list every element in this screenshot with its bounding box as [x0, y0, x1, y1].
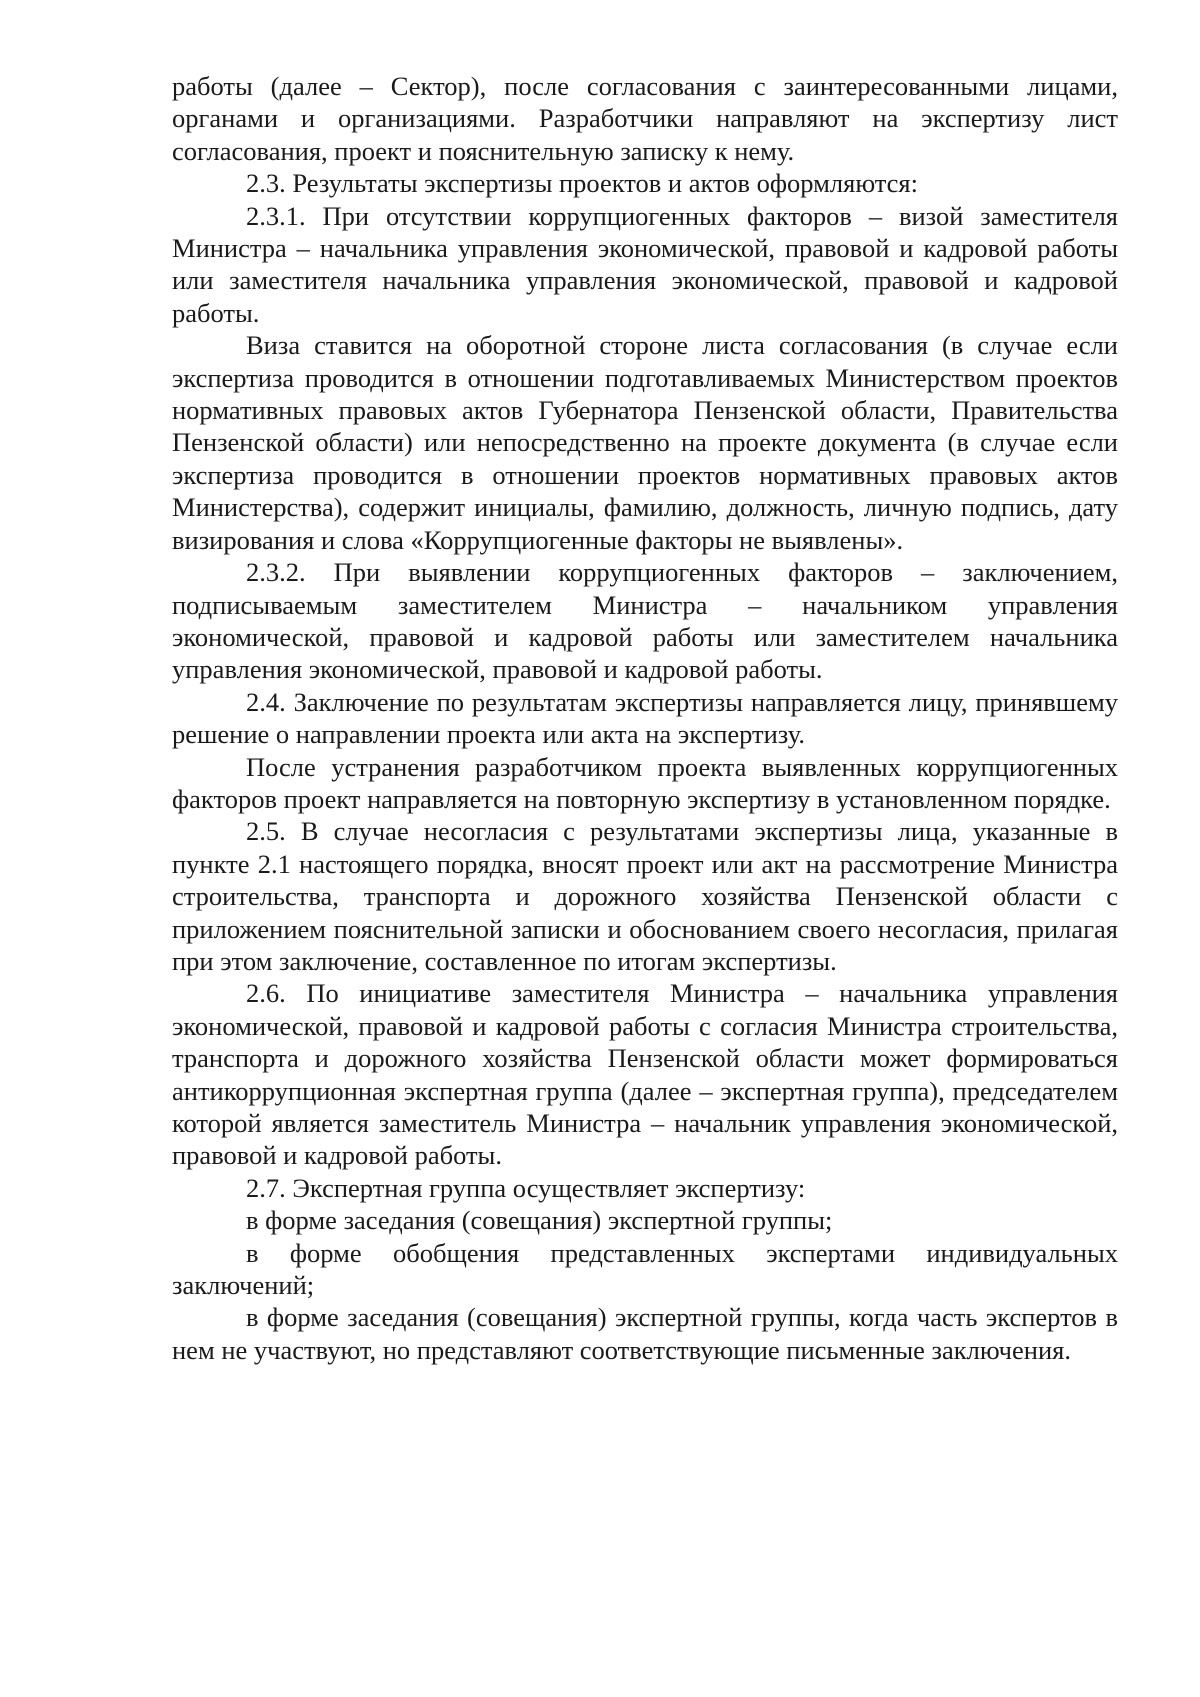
- paragraph-2-7: 2.7. Экспертная группа осуществляет экспертизу:: [246, 1172, 806, 1203]
- paragraph-after-elimination: После устранения разработчиком проекта выявленных коррупциогенных факторов проект направляется на повторную экспертизу в установленном порядке.: [172, 751, 1118, 814]
- paragraph-2-3-2: 2.3.2. При выявлении коррупциогенных факторов – заключением, подписываемым заместителем Министра – начальником управления экономической, правовой и кадровой работы или заместителем начальника управления экономической, правовой и кадровой работы.: [172, 557, 1118, 685]
- list-item-form-summary: в форме обобщения представленных экспертами индивидуальных заключений;: [172, 1237, 1118, 1301]
- list-item-form-meeting: в форме заседания (совещания) экспертной группы;: [246, 1205, 833, 1236]
- paragraph-visa: Виза ставится на оборотной стороне листа согласования (в случае если экспертиза проводится в отношении подготавливаемых Министерством проектов нормативных правовых актов Губернатора Пензенской области, Правительства Пензенской области) или непосредственно на проекте документа (в случае если экспертиза проводится в отношении проектов нормативных правовых актов Министерства), содержит инициалы, фамилию, должность, личную подпись, дату визирования и слова «Коррупциогенные факторы не выявлены».: [172, 330, 1118, 555]
- document-page: [172, 70, 1118, 1366]
- paragraph-2-3: 2.3. Результаты экспертизы проектов и актов оформляются:: [246, 168, 918, 199]
- paragraph-2-4: 2.4. Заключение по результатам экспертизы направляется лицу, принявшему решение о направлении проекта или акта на экспертизу.: [172, 686, 1118, 750]
- paragraph-2-3-1: 2.3.1. При отсутствии коррупциогенных факторов – визой заместителя Министра – начальника управления экономической, правовой и кадровой работы или заместителя начальника управления экономической, правовой и кадровой работы.: [172, 200, 1118, 328]
- paragraph-continuation: работы (далее – Сектор), после согласования с заинтересованными лицами, органами и организациями. Разработчики направляют на экспертизу лист согласования, проект и пояснительную записку к нему.: [172, 71, 1118, 166]
- paragraph-2-5: 2.5. В случае несогласия с результатами экспертизы лица, указанные в пункте 2.1 настоящего порядка, вносят проект или акт на рассмотрение Министра строительства, транспорта и дорожного хозяйства Пензенской области с приложением пояснительной записки и обоснованием своего несогласия, прилагая при этом заключение, составленное по итогам экспертизы.: [172, 816, 1118, 976]
- list-item-form-partial: в форме заседания (совещания) экспертной группы, когда часть экспертов в нем не участвуют, но представляют соответствующие письменные заключения.: [172, 1302, 1118, 1365]
- paragraph-2-6: 2.6. По инициативе заместителя Министра – начальника управления экономической, правовой и кадровой работы с согласия Министра строительства, транспорта и дорожного хозяйства Пензенской области может формироваться антикоррупционная экспертная группа (далее – экспертная группа), председателем которой является заместитель Министра – начальник управления экономической, правовой и кадровой работы.: [172, 978, 1118, 1171]
